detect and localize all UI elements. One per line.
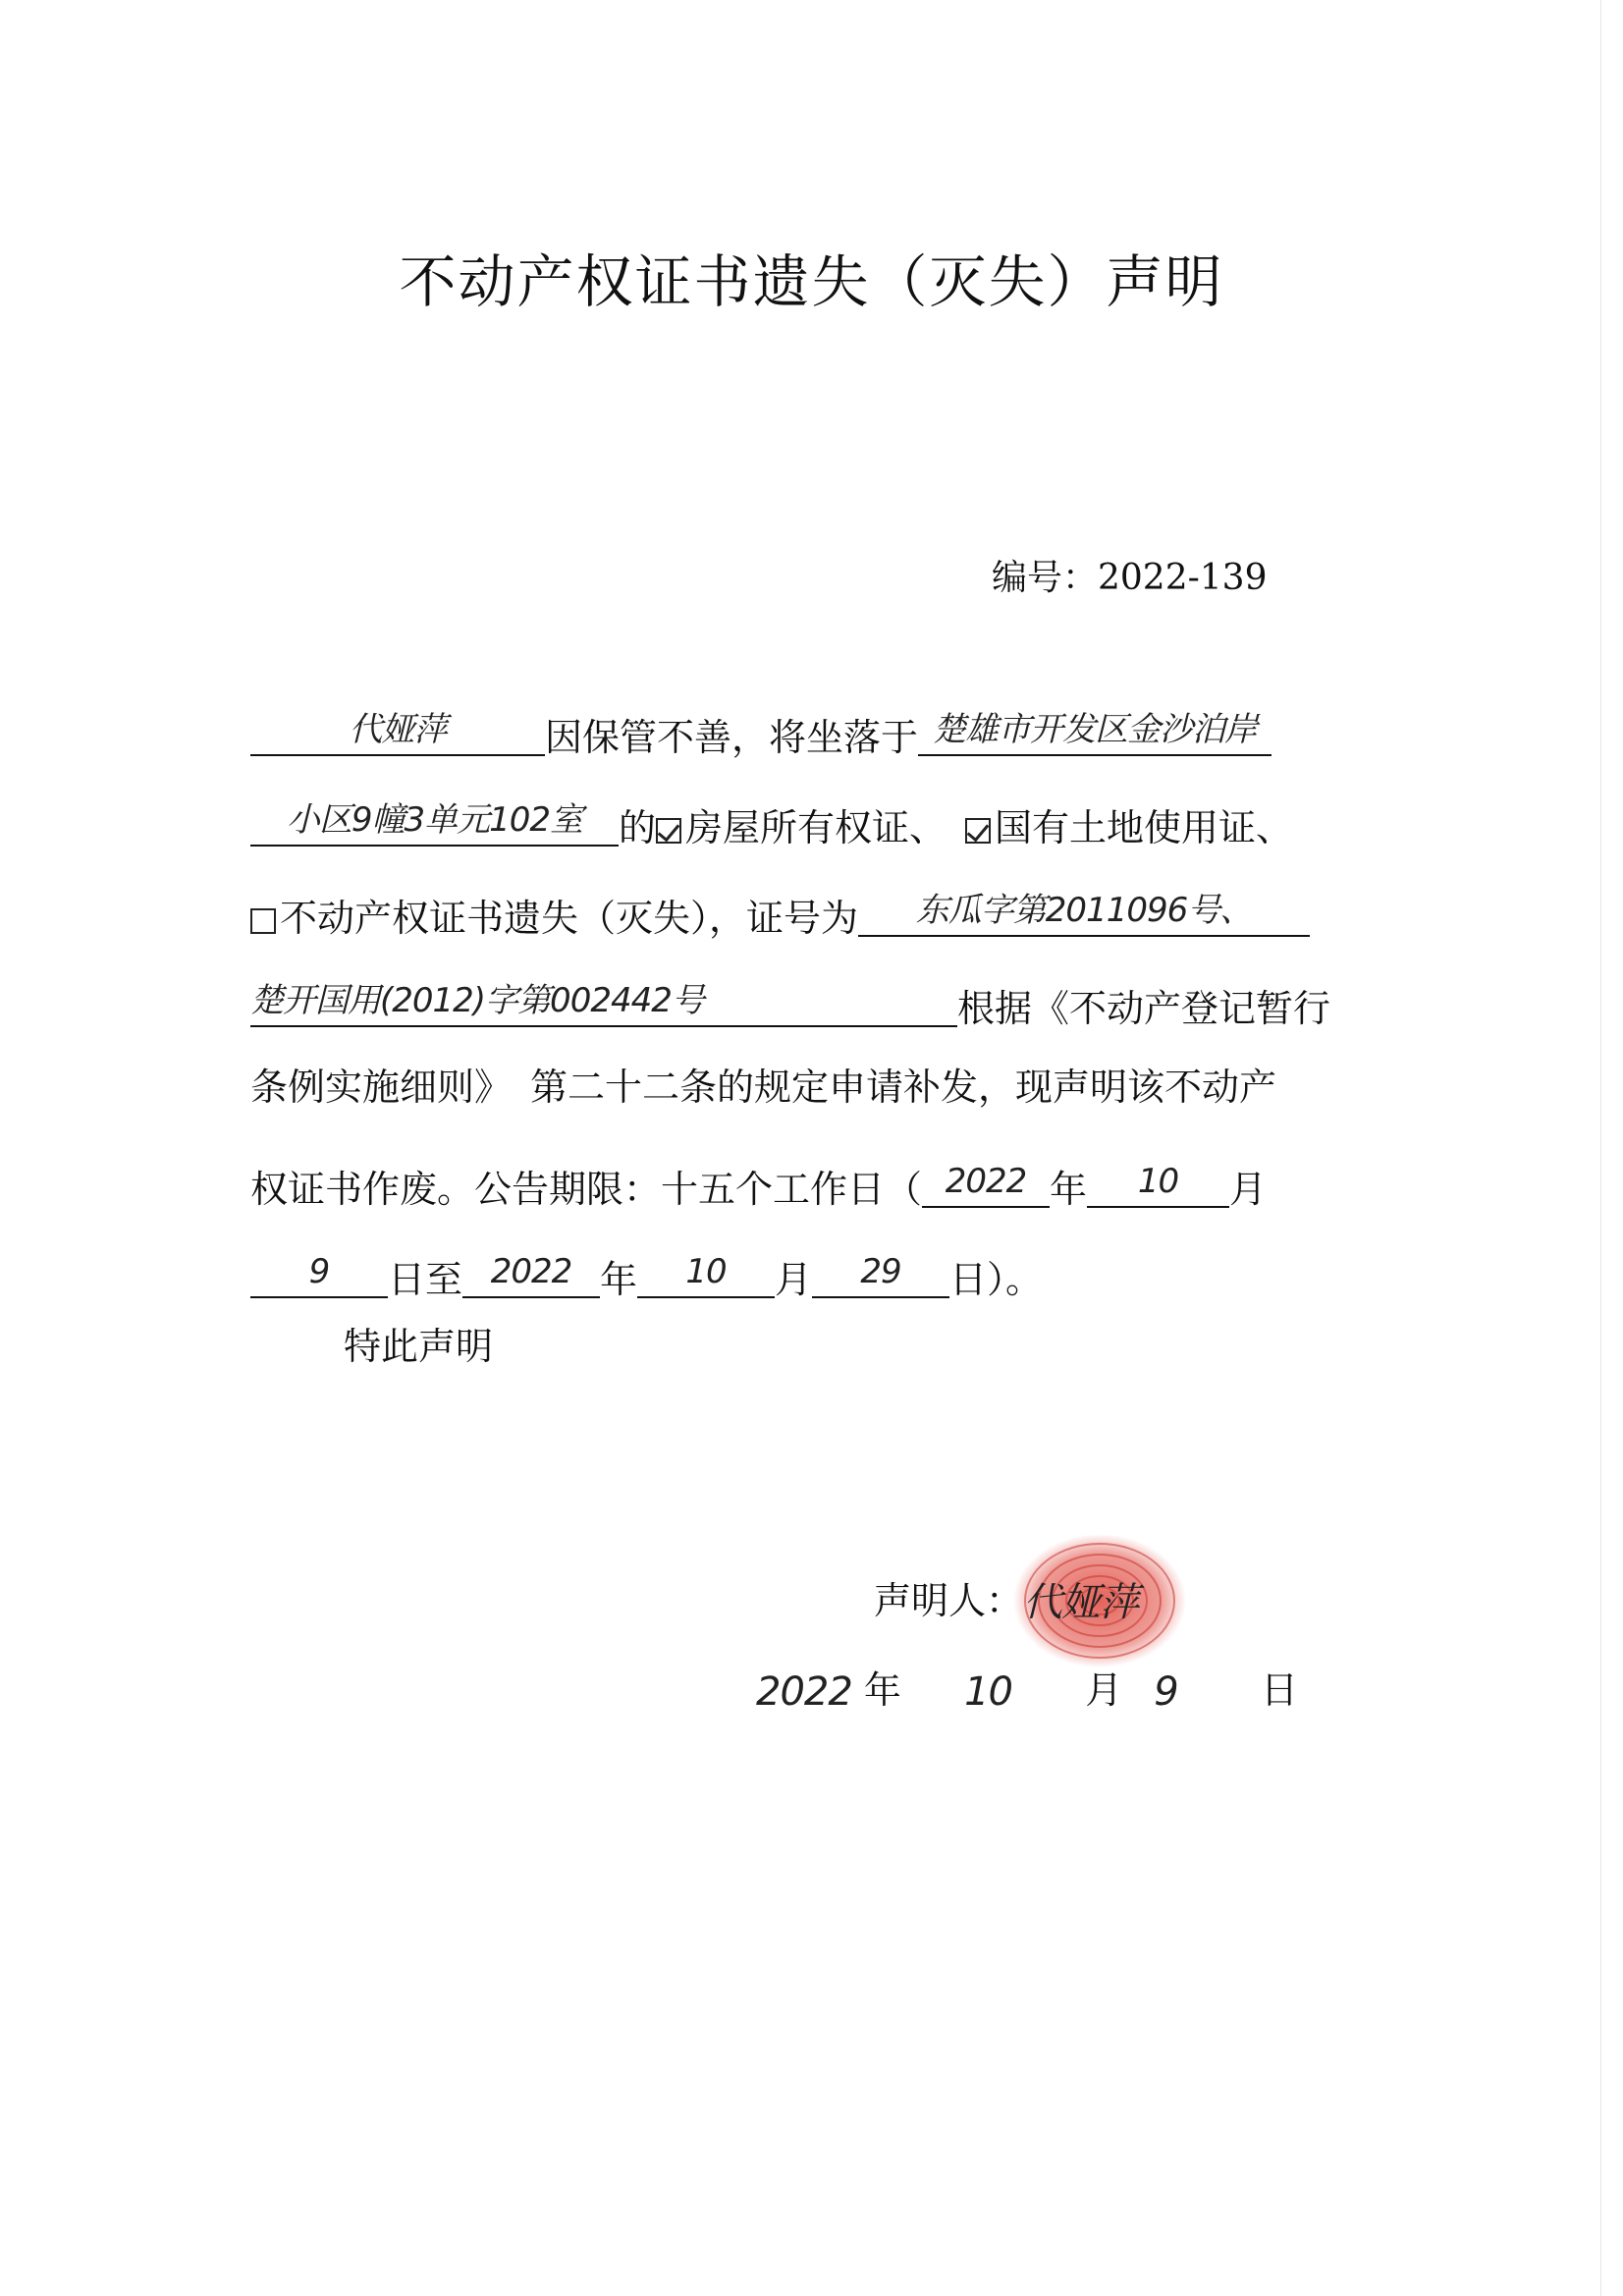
body-line-4 [250, 978, 1330, 1037]
option-land: 国有土地使用证、 [995, 806, 1294, 849]
house-cert-checkbox [656, 818, 681, 844]
unit-year-2: 年 [600, 1258, 638, 1301]
end-month: 10 [685, 1252, 727, 1291]
start-year: 2022 [945, 1162, 1027, 1201]
closing-statement: 特此声明 [344, 1325, 494, 1368]
start-month-field [1087, 1159, 1229, 1208]
declarant-name-field [250, 707, 545, 756]
text-of: 的 [619, 806, 657, 849]
body-line-1 [250, 707, 1271, 766]
start-month: 10 [1137, 1162, 1179, 1201]
unit-month-2: 月 [775, 1258, 813, 1301]
end-year: 2022 [490, 1252, 572, 1291]
land-cert-checkbox [965, 818, 991, 844]
location-field-1 [918, 707, 1271, 756]
body-line-7 [250, 1249, 1043, 1308]
end-month-field [637, 1249, 775, 1298]
declarant-line [874, 1569, 1138, 1625]
body-line-6 [250, 1159, 1267, 1218]
option-house: 房屋所有权证、 [685, 806, 929, 849]
cert-number-field-2 [250, 978, 957, 1027]
sign-day-unit: 日 [1260, 1668, 1298, 1712]
cert-number-field-1 [858, 888, 1310, 937]
body-line-2 [250, 797, 1293, 856]
unit-year: 年 [1050, 1168, 1088, 1211]
sign-month-unit: 月 [1085, 1668, 1123, 1712]
text-basis-2: 条例实施细则》 第二十二条的规定申请补发，现声明该不动产 [250, 1066, 1277, 1109]
end-year-field [462, 1249, 600, 1298]
location-part2: 小区9幢3单元102室 [286, 800, 583, 840]
signature: 代娅萍 [1023, 1580, 1139, 1625]
option-realestate: 不动产权证书遗失（灭失），证号为 [280, 897, 859, 940]
unit-month: 月 [1229, 1168, 1268, 1211]
text-void: 权证书作废。公告期限：十五个工作日（ [250, 1168, 923, 1211]
sign-month: 10 [964, 1669, 1012, 1715]
sign-year-unit: 年 [863, 1668, 901, 1712]
scan-edge [1600, 0, 1601, 2296]
cert-number-1: 东瓜字第2011096号、 [915, 891, 1253, 930]
cert-number-2: 楚开国用(2012)字第002442号 [250, 981, 704, 1020]
body-line-3 [250, 888, 1310, 947]
serial-number: 编号：2022-139 [992, 558, 1268, 598]
end-day: 29 [860, 1252, 901, 1291]
text-basis-1: 根据《不动产登记暂行 [957, 987, 1331, 1030]
location-field-2 [250, 797, 619, 847]
declarant-name: 代娅萍 [349, 710, 447, 749]
start-day: 9 [308, 1252, 330, 1291]
declarant-label: 声明人： [874, 1579, 1024, 1622]
realestate-cert-checkbox [250, 908, 276, 934]
body-line-5 [250, 1068, 1276, 1127]
document-title: 不动产权证书遗失（灭失）声明 [399, 248, 1224, 315]
sign-day: 9 [1154, 1669, 1178, 1715]
unit-day-to: 日至 [388, 1258, 463, 1301]
start-year-field [922, 1159, 1050, 1208]
start-day-field [250, 1249, 388, 1298]
location-part1: 楚雄市开发区金沙泊岸 [933, 710, 1258, 749]
text-because: 因保管不善，将坐落于 [545, 716, 919, 759]
unit-day-end: 日）。 [949, 1258, 1044, 1301]
end-day-field [812, 1249, 949, 1298]
signature-date [756, 1660, 1298, 1714]
sign-year: 2022 [756, 1669, 852, 1715]
